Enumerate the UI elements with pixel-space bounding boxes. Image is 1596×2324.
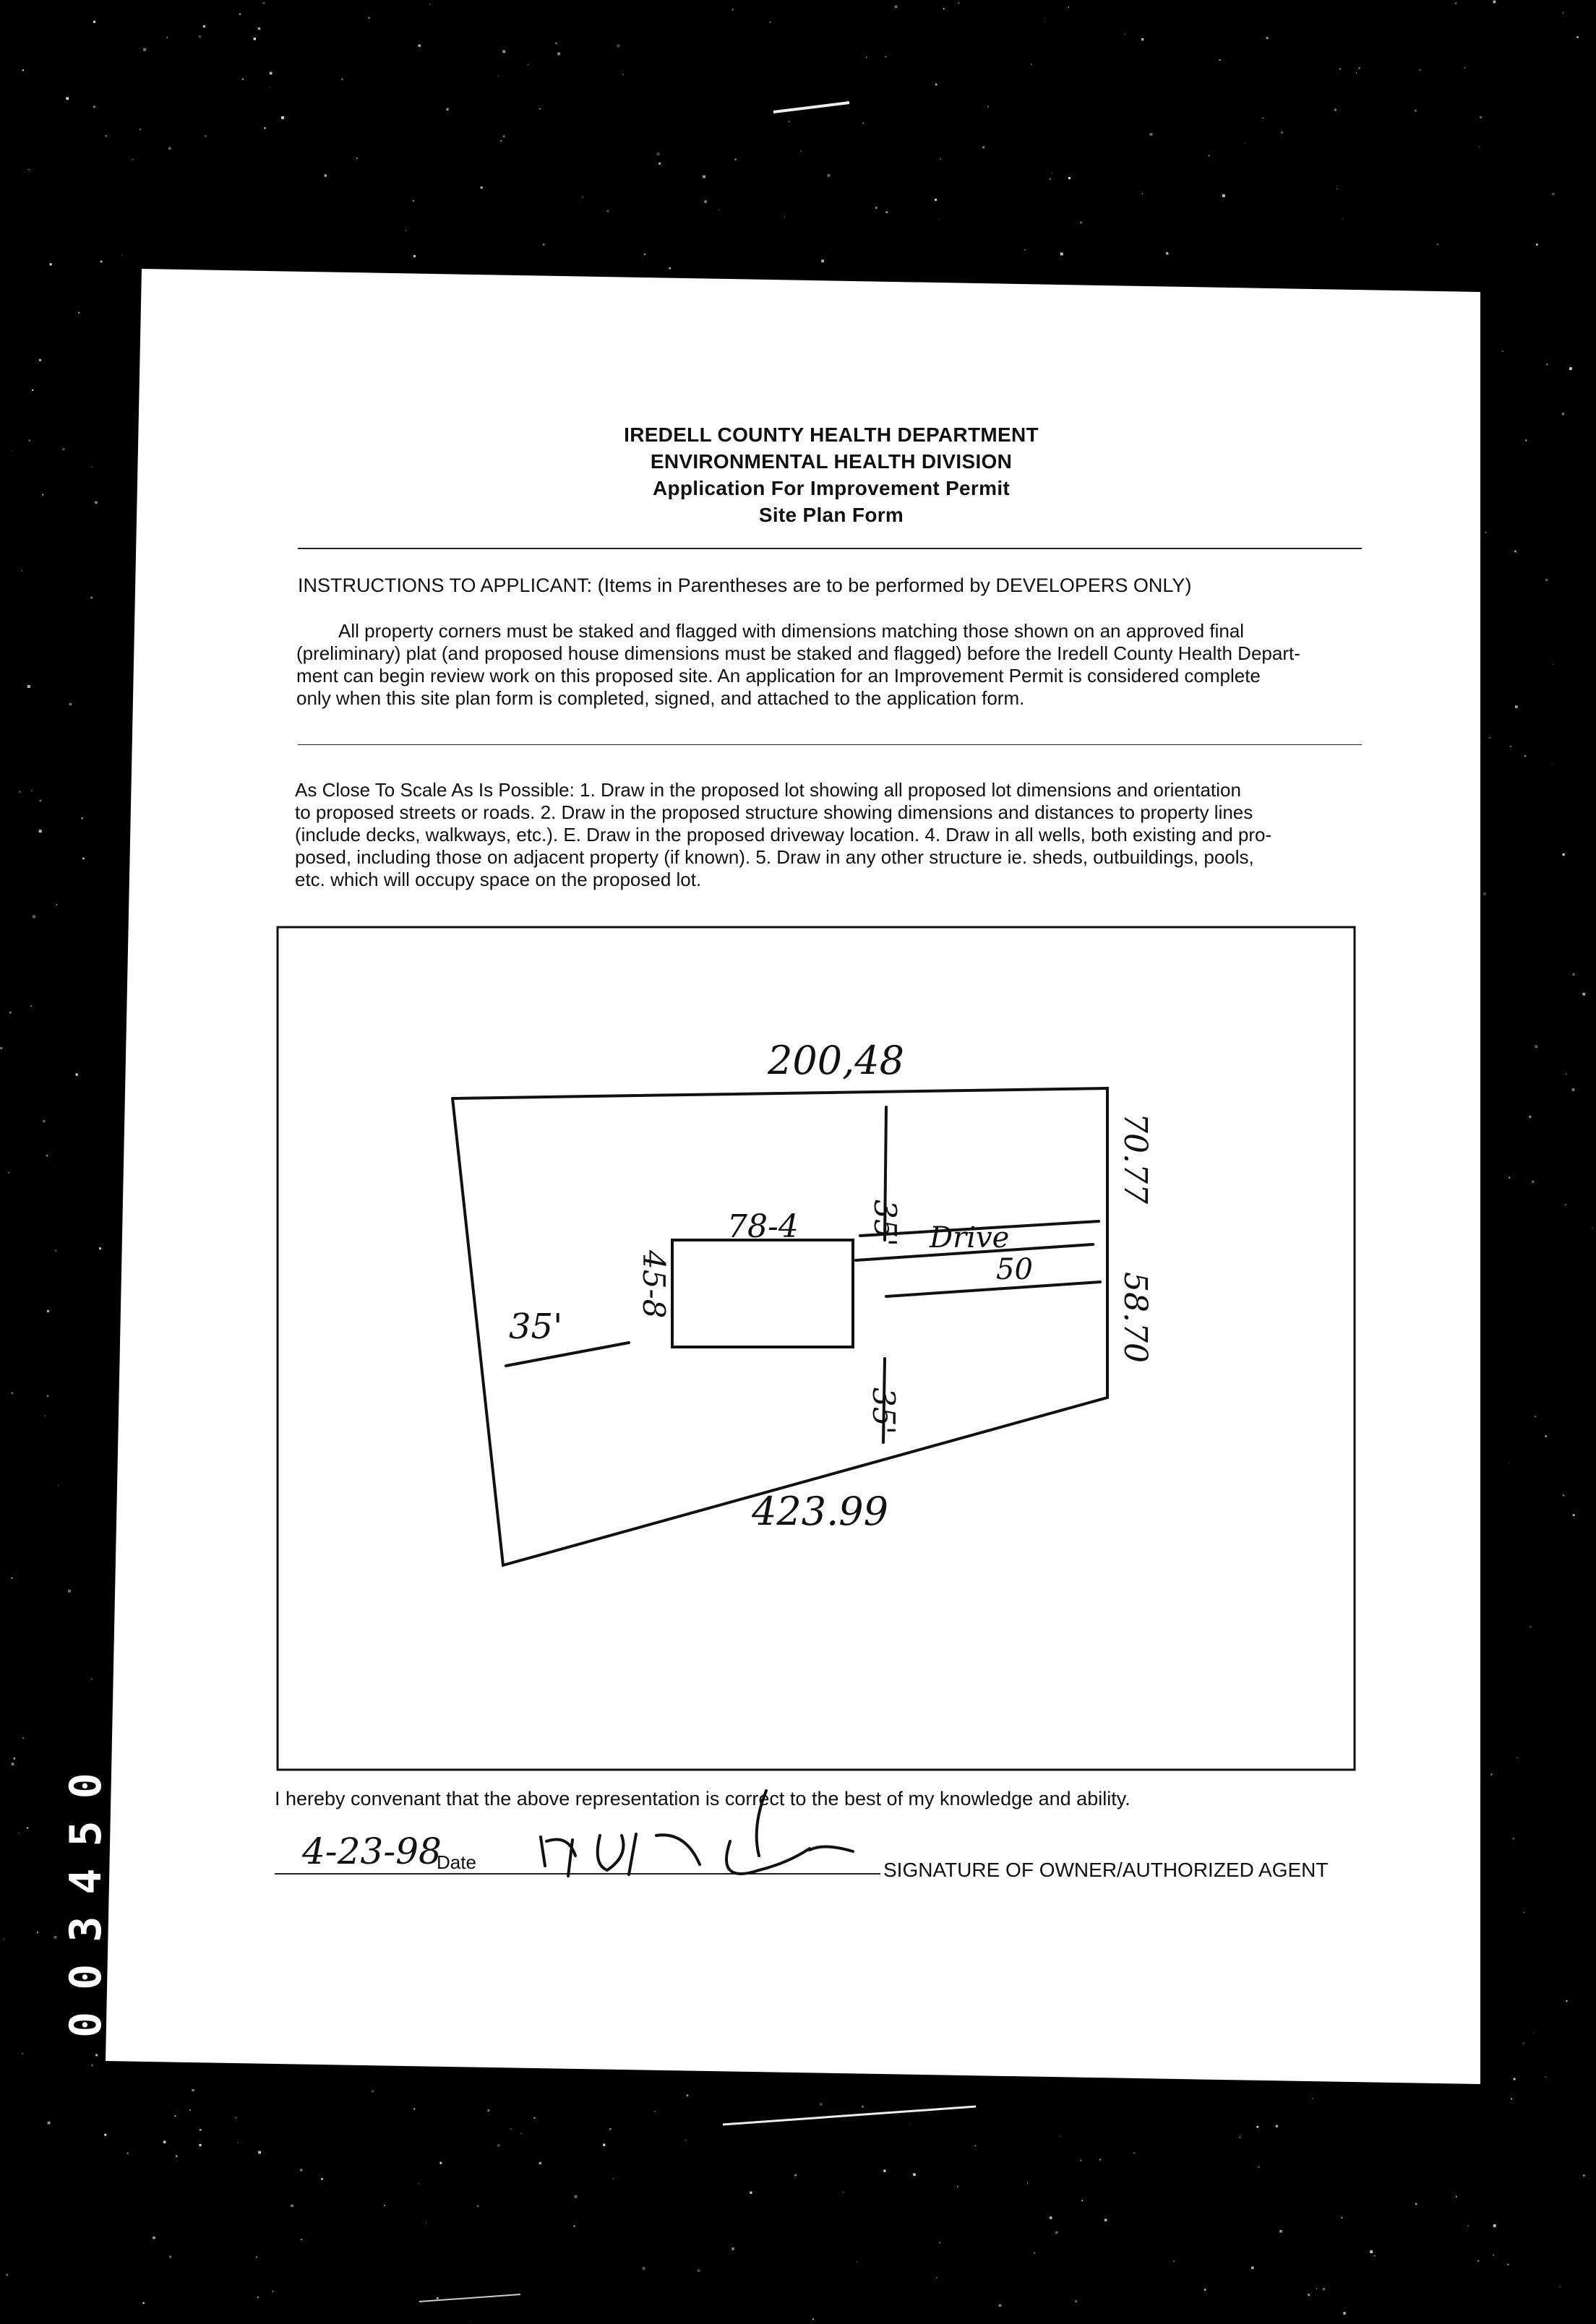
signature-label: SIGNATURE OF OWNER/AUTHORIZED AGENT bbox=[883, 1859, 1329, 1881]
header-line-1: IREDELL COUNTY HEALTH DEPARTMENT bbox=[624, 423, 1039, 446]
header-line-4: Site Plan Form bbox=[758, 504, 904, 526]
instructions-line-4: only when this site plan form is completed, signed, and attached to the application form. bbox=[296, 687, 1025, 709]
bottom-dimension: 423.99 bbox=[752, 1489, 888, 1534]
scale-note-line-3: (include decks, walkways, etc.). E. Draw in the proposed driveway location. 4. Draw in all wells, both existing and pro- bbox=[295, 824, 1272, 845]
instructions-line-3: ment can begin review work on this proposed site. An application for an Improvement Permit is considered complete bbox=[296, 665, 1261, 687]
drive-length-label: 50 bbox=[996, 1253, 1033, 1286]
scale-note-line-2: to proposed streets or roads. 2. Draw in the proposed structure showing dimensions and distances to property lines bbox=[295, 801, 1253, 823]
margin-number: 003450 bbox=[61, 1751, 111, 2038]
instructions-line-2: (preliminary) plat (and proposed house dimensions must be staked and flagged) before the Iredell County Health Depart- bbox=[296, 642, 1300, 664]
setback-lower-label: 35' bbox=[866, 1387, 901, 1434]
scale-note-line-1: As Close To Scale As Is Possible: 1. Draw in the proposed lot showing all proposed lot dimensions and orientation bbox=[295, 779, 1241, 801]
top-dimension: 200,48 bbox=[768, 1038, 904, 1083]
setback-upper-label: 35' bbox=[867, 1200, 903, 1247]
front-setback-label: 35' bbox=[509, 1307, 563, 1347]
scale-note-line-5: etc. which will occupy space on the proposed lot. bbox=[295, 869, 702, 890]
scale-note-line-4: posed, including those on adjacent property (if known). 5. Draw in any other structure ie. sheds, outbuildings, pools, bbox=[295, 846, 1254, 868]
date-value: 4-23-98 bbox=[302, 1830, 442, 1872]
right-bottom-dimension: 58.70 bbox=[1117, 1272, 1154, 1363]
header-line-2: ENVIRONMENTAL HEALTH DIVISION bbox=[650, 450, 1013, 473]
house-depth-dimension: 45-8 bbox=[636, 1250, 672, 1319]
house-width-dimension: 78-4 bbox=[727, 1208, 799, 1245]
right-top-dimension: 70.77 bbox=[1117, 1113, 1154, 1204]
header-line-3: Application For Improvement Permit bbox=[652, 477, 1011, 499]
date-label: Date bbox=[437, 1851, 476, 1873]
instructions-line-1: All property corners must be staked and flagged with dimensions matching those shown on an approved final bbox=[338, 620, 1245, 642]
certification-statement: I hereby convenant that the above representation is correct to the best of my knowledge and ability. bbox=[275, 1788, 1130, 1809]
instructions-heading: INSTRUCTIONS TO APPLICANT: (Items in Parentheses are to be performed by DEVELOPERS ONLY) bbox=[298, 574, 1192, 596]
drive-label: Drive bbox=[930, 1221, 1010, 1254]
